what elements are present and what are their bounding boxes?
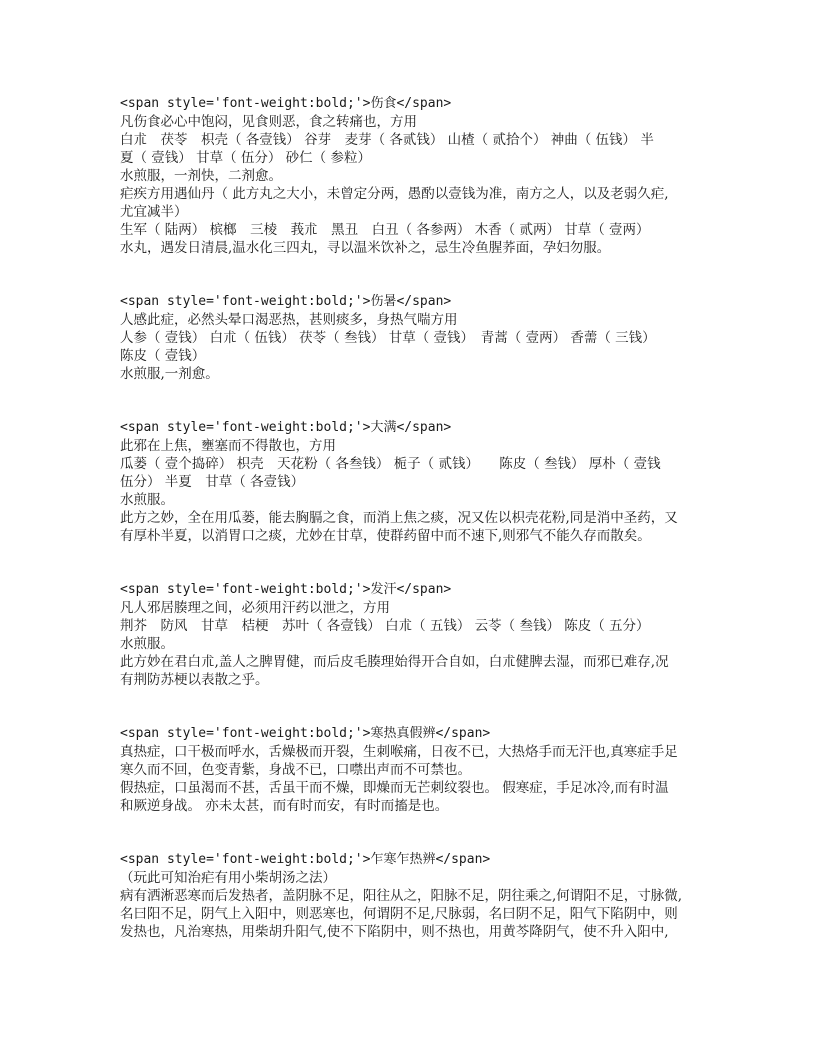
text-line: 人感此症，必然头晕口渴恶热，甚则痰多，身热气喘方用 <box>120 312 458 328</box>
text-line: 荆芥 防风 甘草 桔梗 苏叶（ 各壹钱） 白朮（ 五钱） 云苓（ 叁钱） 陈皮（ 五分） <box>120 618 650 634</box>
text-line: 寒久而不回，色变青紫，身战不已，口噤出声而不可禁也。 <box>120 762 471 778</box>
section-han-re-zhen-jia-bian <box>120 725 710 815</box>
text-line: 疟疾方用遇仙丹（ 此方丸之大小，未曾定分两，愚酌以壹钱为准，南方之人，以及老弱久疟, <box>120 186 669 202</box>
text-line: 人参（ 壹钱） 白朮（ 伍钱） 茯苓（ 叁钱） 甘草（ 壹钱） 青蒿（ 壹两） 香薷（ 三钱） <box>120 330 656 346</box>
text-line: 尤宜减半） <box>120 204 188 220</box>
text-line: 水煎服。 <box>120 636 174 652</box>
section-da-man <box>120 419 710 545</box>
text-line: 此邪在上焦，壅塞而不得散也，方用 <box>120 438 336 454</box>
section-shang-shi <box>120 95 710 257</box>
text-line: 水煎服。 <box>120 492 174 508</box>
text-line: 伍分） 半夏 甘草（ 各壹钱） <box>120 474 305 490</box>
text-line: 和厥逆身战。 亦未太甚，而有时而安，有时而搐是也。 <box>120 798 449 814</box>
section-heading: <span style='font-weight:bold;'>伤暑</span> <box>120 294 452 309</box>
text-line: 有荆防苏梗以表散之乎。 <box>120 672 269 688</box>
text-line: （玩此可知治疟有用小柴胡汤之法） <box>120 870 336 886</box>
text-line: 此方妙在君白朮,盖人之脾胃健，而后皮毛腠理始得开合自如，白朮健脾去湿，而邪已难存,况 <box>120 654 669 670</box>
text-line: 此方之妙，全在用瓜蒌，能去胸膈之食，而消上焦之痰，况又佐以枳壳花粉,同是消中圣药，又 <box>120 510 678 526</box>
text-line: 陈皮（ 壹钱） <box>120 348 206 364</box>
text-line: 白朮 茯苓 枳壳（ 各壹钱） 谷芽 麦芽（ 各贰钱） 山楂（ 贰拾个） 神曲（ 伍钱） 半 <box>120 132 654 148</box>
text-line: 水煎服,一剂愈。 <box>120 366 219 382</box>
text-line: 发热也，凡治寒热，用柴胡升阳气,使不下陷阴中，则不热也，用黄芩降阴气，使不升入阳中, <box>120 924 669 940</box>
text-line: 夏（ 壹钱） 甘草（ 伍分） 砂仁（ 参粒） <box>120 150 371 166</box>
section-shang-shu <box>120 293 710 383</box>
text-line: 有厚朴半夏，以消胃口之痰，尤妙在甘草，使群药留中而不速下,则邪气不能久存而散矣。 <box>120 528 651 544</box>
section-heading: <span style='font-weight:bold;'>发汗</span> <box>120 582 452 597</box>
text-line: 真热症，口干极而呼水，舌燥极而开裂，生刺喉痛，日夜不已，大热烙手而无汗也,真寒症手足 <box>120 744 678 760</box>
text-line: 名曰阳不足，阴气上入阳中，则恶寒也，何谓阴不足,尺脉弱，名曰阴不足，阳气下陷阴中，则 <box>120 906 678 922</box>
section-heading: <span style='font-weight:bold;'>寒热真假辨</span> <box>120 726 491 741</box>
section-heading: <span style='font-weight:bold;'>大满</span> <box>120 420 452 435</box>
text-line: 生军（ 陆两） 槟榔 三棱 莪朮 黑丑 白丑（ 各参两） 木香（ 贰两） 甘草（ 壹两） <box>120 222 650 238</box>
text-line: 瓜蒌（ 壹个捣碎） 枳壳 天花粉（ 各叁钱） 栀子（ 贰钱） 陈皮（ 叁钱） 厚朴（ 壹钱 <box>120 456 661 472</box>
text-line: 凡伤食必心中饱闷，见食则恶，食之转痛也，方用 <box>120 114 417 130</box>
text-line: 凡人邪居腠理之间，必须用汗药以泄之，方用 <box>120 600 390 616</box>
section-heading: <span style='font-weight:bold;'>乍寒乍热辨</span> <box>120 852 491 867</box>
section-fa-han <box>120 581 710 689</box>
section-heading: <span style='font-weight:bold;'>伤食</span> <box>120 96 452 111</box>
text-line: 水丸，遇发日清晨,温水化三四丸，寻以温米饮补之，忌生冷鱼腥荞面，孕妇勿服。 <box>120 240 611 256</box>
section-zha-han-zha-re-bian <box>120 851 710 941</box>
document-page <box>120 95 710 941</box>
text-line: 水煎服，一剂快，二剂愈。 <box>120 168 282 184</box>
text-line: 假热症，口虽渴而不甚，舌虽干而不燥，即燥而无芒刺纹裂也。 假寒症，手足冰冷,而有时温 <box>120 780 669 796</box>
text-line: 病有洒淅恶寒而后发热者，盖阴脉不足，阳往从之，阳脉不足，阴往乘之,何谓阳不足，寸脉微, <box>120 888 683 904</box>
